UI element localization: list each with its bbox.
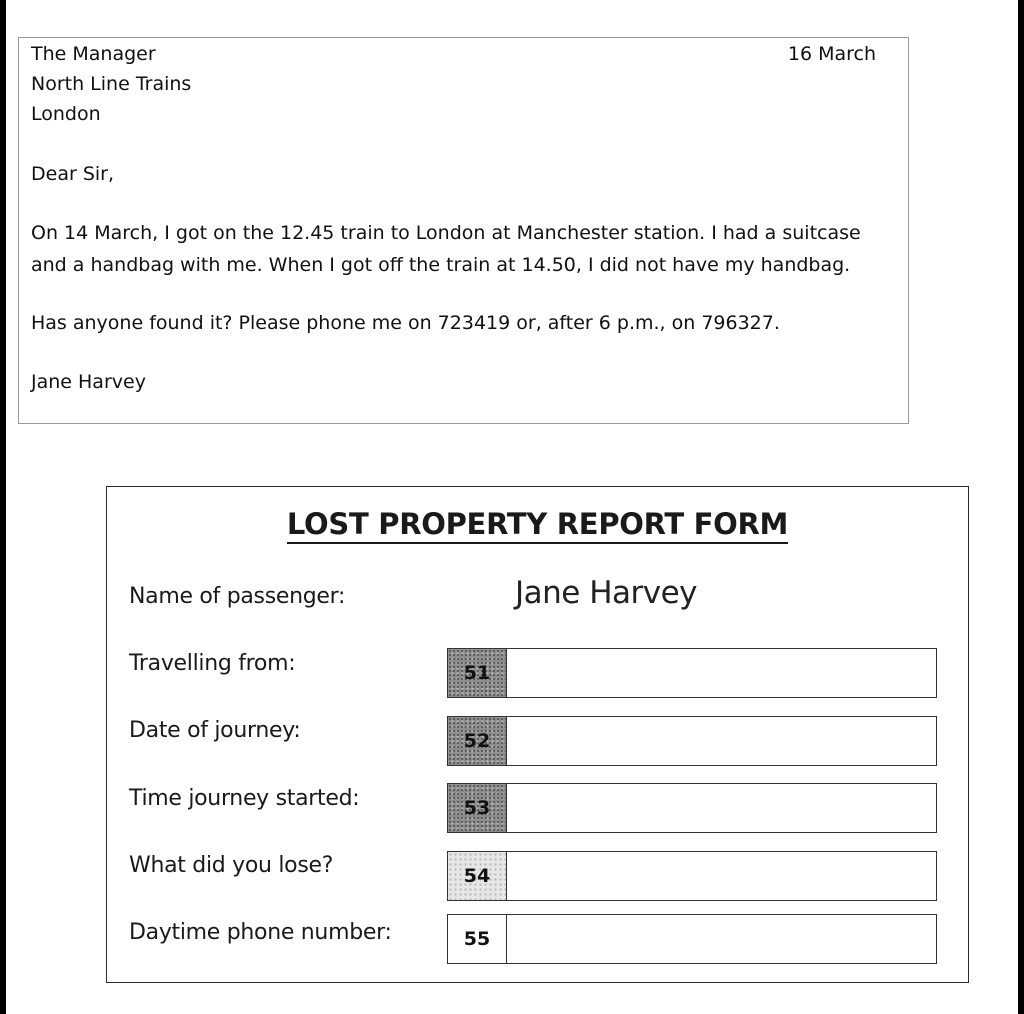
travelling-from-input[interactable] (507, 649, 936, 697)
daytime-phone-label: Daytime phone number: (129, 920, 392, 945)
time-journey-started-row (447, 783, 937, 833)
letter-box (18, 37, 909, 424)
question-number-55: 55 (448, 915, 507, 963)
what-did-you-lose-row (447, 851, 937, 901)
travelling-from-row (447, 648, 937, 698)
letter-body-line-2: and a handbag with me. When I got off the train at 14.50, I did not have my handbag. (31, 254, 851, 276)
recipient-line-1: The Manager (31, 43, 156, 65)
letter-body-line-1: On 14 March, I got on the 12.45 train to London at Manchester station. I had a suitcase (31, 222, 861, 244)
date-of-journey-row (447, 716, 937, 766)
letter-question-line: Has anyone found it? Please phone me on 723419 or, after 6 p.m., on 796327. (31, 312, 780, 334)
daytime-phone-input[interactable] (507, 915, 936, 963)
question-number-51: 51 (448, 649, 507, 697)
letter-signature: Jane Harvey (31, 371, 146, 393)
letter-date: 16 March (787, 43, 876, 65)
date-of-journey-label: Date of journey: (129, 718, 301, 743)
what-did-you-lose-input[interactable] (507, 852, 936, 900)
time-journey-started-label: Time journey started: (129, 786, 360, 811)
lost-property-form (106, 486, 969, 983)
travelling-from-label: Travelling from: (129, 651, 296, 676)
letter-salutation: Dear Sir, (31, 163, 115, 185)
passenger-name-value: Jane Harvey (515, 575, 698, 611)
passenger-name-label: Name of passenger: (129, 584, 346, 609)
daytime-phone-row (447, 914, 937, 964)
form-title: LOST PROPERTY REPORT FORM (107, 507, 968, 541)
date-of-journey-input[interactable] (507, 717, 936, 765)
recipient-line-2: North Line Trains (31, 73, 192, 95)
right-edge-bar (1018, 0, 1024, 1014)
question-number-52: 52 (448, 717, 507, 765)
left-edge-bar (0, 0, 6, 1014)
question-number-53: 53 (448, 784, 507, 832)
recipient-line-3: London (31, 103, 101, 125)
time-journey-started-input[interactable] (507, 784, 936, 832)
question-number-54: 54 (448, 852, 507, 900)
what-did-you-lose-label: What did you lose? (129, 853, 334, 878)
